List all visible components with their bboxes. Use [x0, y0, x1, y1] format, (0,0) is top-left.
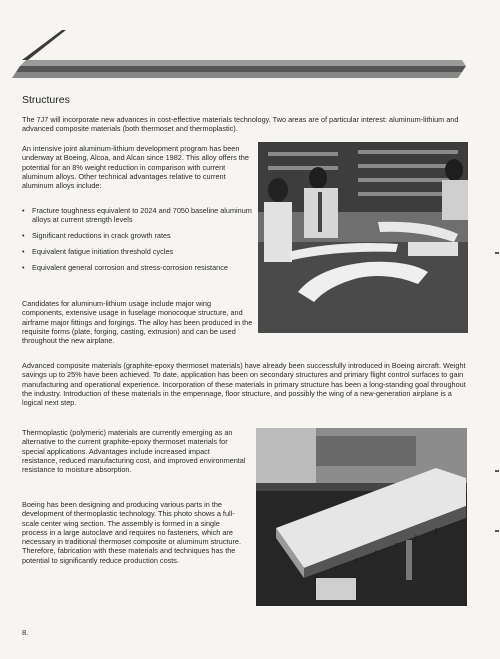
lab-workers-photo	[258, 142, 468, 333]
list-item: • Equivalent general corrosion and stress-corrosion resistance	[22, 262, 228, 272]
section-heading: Structures	[22, 94, 70, 106]
bullet-icon: •	[22, 262, 25, 272]
list-item: • Fracture toughness equivalent to 2024 and 7050 baseline aluminum alloys at current strength levels	[22, 206, 252, 225]
list-item: • Significant reductions in crack growth rates	[22, 231, 171, 241]
page-number: 8.	[22, 628, 29, 637]
advantages-list	[22, 206, 252, 278]
bullet-icon: •	[22, 206, 25, 215]
intro-paragraph: The 7J7 will incorporate new advances in cost-effective materials technology. Two areas are of particular interest: aluminum-lithium and advanced composite materials (both thermoset and thermoplastic).	[22, 115, 459, 134]
composite-paragraph: Advanced composite materials (graphite-epoxy thermoset materials) have already been successfully introduced in Boeing aircraft. Weight savings up to 25% have been achieved. To date, application has been on secondary structures and primary flight control surfaces to gain manufacturing and operational experience. Incorporation of these materials in primary structure has been a long-standing goal throughout the industry. Introduction of these materials in the empennage, floor structure, and possibly the wing of a new-generation airplane is a logical next step.	[22, 361, 466, 408]
aluminum-lithium-paragraph: An intensive joint aluminum-lithium development program has been underway at Boeing, Alcoa, and Alcan since 1982. This alloy offers the potential for an 8% weight reduction in comparison with current aluminum alloys. Other technical advantages relative to current aluminum alloys include:	[22, 144, 249, 191]
bullet-icon: •	[22, 246, 25, 256]
header-banner	[0, 0, 500, 95]
bullet-icon: •	[22, 231, 25, 241]
edge-mark	[495, 470, 499, 472]
wing-section-photo	[256, 428, 467, 606]
list-item: • Equivalent fatigue initiation threshold cycles	[22, 246, 174, 256]
candidates-paragraph: Candidates for aluminum-lithium usage include major wing components, extensive usage in fuselage monocoque structure, and airframe major fittings and forgings. The alloy has been produced in the requisite forms (plate, forging, casting, extrusion) and can be used throughout the new airplane.	[22, 299, 253, 346]
boeing-paragraph: Boeing has been designing and producing various parts in the development of thermoplastic technology. This photo shows a full-scale center wing section. The assembly is formed in a single process in a large autoclave and requires no fasteners, which are necessary in traditional thermoset composite or aluminum structure. Therefore, fabrication with these materials and techniques has the potential to significantly reduce production costs.	[22, 500, 241, 565]
edge-mark	[495, 252, 499, 254]
edge-mark	[495, 530, 499, 532]
thermoplastic-paragraph: Thermoplastic (polymeric) materials are currently emerging as an alternative to the current graphite-epoxy thermoset materials for special applications. Advantages include increased impact resistance, reduced manufacturing cost, and improved environmental resistance to moisture absorption.	[22, 428, 246, 475]
